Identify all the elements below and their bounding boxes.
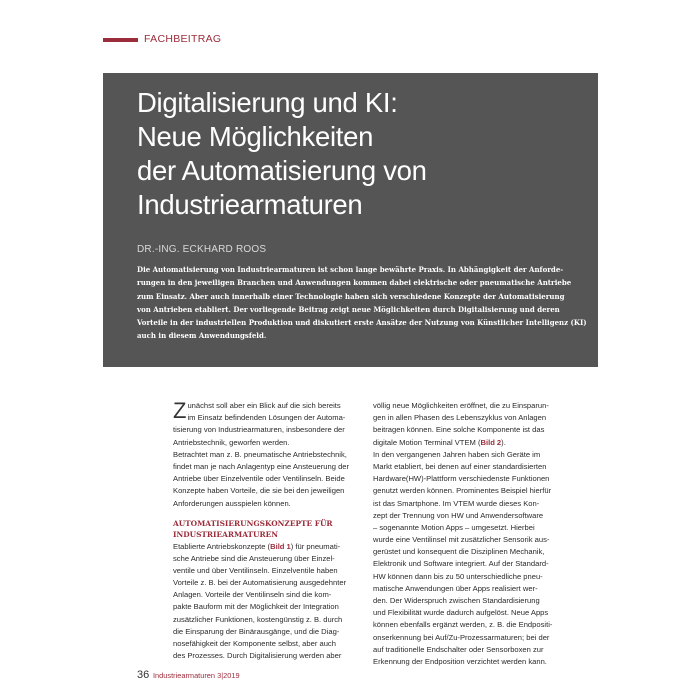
body-line: ist das Smartphone. Im VTEM wurde dieses Kon-: [373, 498, 540, 508]
body-line: HW können dann bis zu 50 unterschiedliche pneu-: [373, 571, 543, 581]
body-line: beitragen können. Eine solche Komponente ist das: [373, 425, 545, 435]
body-line: Anforderungen ausspielen können.: [173, 498, 291, 508]
lead-paragraph: [137, 263, 587, 343]
title-line: Industriearmaturen: [137, 189, 363, 220]
title-line: Neue Möglichkeiten: [137, 121, 374, 152]
lead-line: rungen in den jeweiligen Branchen und Anwendungen kommen dabei elektrische oder pneumatische Antriebe: [137, 278, 572, 288]
author-byline: DR.-ING. ECKHARD ROOS: [137, 244, 267, 255]
body-line: nosefähigkeit der Komponente selbst, aber auch: [173, 639, 336, 648]
body-line: Betrachtet man z. B. pneumatische Antriebstechnik,: [173, 449, 347, 459]
text-run: ) für pneumati-: [290, 541, 341, 551]
body-line: zusätzlicher Funktionen, kostengünstig z. B. durch: [173, 614, 343, 624]
body-line: im Einsatz befindenden Lösungen der Automa-: [187, 413, 346, 423]
text-run: ).: [501, 437, 506, 447]
section-label: FACHBEITRAG: [144, 33, 222, 45]
lead-line: Vorteile in der industriellen Produktion und diskutiert erste Ansätze der Nutzung von Künstlicher Intelligenz (KI): [137, 318, 587, 328]
body-line: Erkennung der Endposition verzichtet werden kann.: [373, 656, 547, 666]
body-line: In den vergangenen Jahren haben sich Geräte im: [373, 449, 541, 459]
body-line: Antriebstechnik, geworfen werden.: [173, 437, 290, 447]
body-line: die Einsparung der Binärausgänge, und die Diag-: [173, 626, 340, 636]
title-line: Digitalisierung und KI:: [137, 87, 398, 118]
body-line: Markt etabliert, bei denen auf einer standardisierten: [373, 461, 547, 471]
body-line: ventile und über Ventilinseln. Einzelventile haben: [173, 565, 338, 575]
title-line: der Automatisierung von: [137, 155, 427, 186]
body-line: auf traditionelle Endschalter oder Sensorboxen zur: [373, 644, 544, 654]
figure-reference: Bild 1: [270, 541, 291, 551]
body-line: pakte Bauform mit der Möglichkeit der Integration: [173, 602, 339, 612]
body-line: Anlagen. Vorteile der Ventilinseln sind die kom-: [173, 590, 332, 600]
body-line: und Flexibilität wurde dadurch aufgelöst. Neue Apps: [373, 608, 549, 618]
body-line: genutzt werden können. Prominentes Beispiel hierfür: [373, 486, 552, 496]
body-line: [173, 541, 363, 553]
body-line: sche Antriebe sind die Ansteuerung über Einzel-: [173, 553, 335, 563]
body-line: Elektronik und Software integriert. Auf der Standard-: [373, 559, 549, 569]
page-number: 36: [137, 669, 150, 681]
section-marker-bar: [103, 38, 138, 42]
body-line: des Prozesses. Durch Digitalisierung werden aber: [173, 651, 342, 661]
lead-line: von Antrieben etabliert. Der vorliegende Beitrag zeigt neue Möglichkeiten durch Digitalisierung und deren: [137, 304, 560, 314]
figure-reference: Bild 2: [480, 437, 502, 447]
body-column-right: [373, 400, 568, 668]
body-line: tisierung von Industriearmaturen, insbesondere der: [173, 425, 345, 435]
body-line: matische Anwendungen über Apps realisiert wer-: [373, 583, 538, 593]
body-line: Konzepte haben Vorteile, die sie bei den jeweiligen: [173, 486, 345, 496]
publication-name: Industriearmaturen 3|2019: [153, 671, 240, 680]
body-column-left: [173, 400, 363, 662]
heading-line: AUTOMATISIERUNGSKONZEPTE FÜR: [173, 518, 333, 528]
text-run: digitale Motion Terminal VTEM (: [373, 437, 481, 447]
lead-line: zum Einsatz. Aber auch innerhalb einer Technologie haben sich verschiedene Konzepte der Automatisierung: [137, 291, 565, 301]
heading-line: INDUSTRIEARMATUREN: [173, 530, 278, 540]
body-line: findet man je nach Anlagentyp eine Ansteuerung der: [173, 461, 350, 471]
body-line: wurde eine Ventilinsel mit zusätzlicher Sensorik aus-: [373, 535, 550, 545]
article-title: [137, 86, 577, 222]
body-line: völlig neue Möglichkeiten eröffnet, die zu Einsparun-: [373, 401, 549, 410]
lead-line: Die Automatisierung von Industriearmaturen ist schon lange bewährte Praxis. In Abhängigkeit der Anforde-: [137, 265, 564, 274]
body-line: den. Der Widerspruch zwischen Standardisierung: [373, 596, 540, 605]
body-line: Hardware(HW)-Plattform verschiedenste Funktionen: [373, 474, 550, 484]
body-line: – sogenannte Motion Apps – umgesetzt. Hierbei: [373, 522, 535, 532]
body-line: können ebenfalls ergänzt werden, z. B. die Endpositi-: [373, 620, 553, 630]
body-line: [373, 437, 568, 449]
dropcap-letter: Z: [173, 398, 187, 423]
body-line: Antriebe über Einzelventile oder Ventilinseln. Beide: [173, 474, 345, 484]
body-line: zept der Trennung von HW und Anwendersoftware: [373, 510, 544, 520]
body-line: onserkennung bei Auf/Zu-Prozessarmaturen; bei der: [373, 632, 550, 642]
body-line: gerüstet und konsequent die Disziplinen Mechanik,: [373, 547, 545, 557]
section-heading: [173, 518, 363, 541]
body-line: gen in allen Phasen des Lebenszyklus von Anlagen: [373, 413, 547, 423]
text-run: Etablierte Antriebskonzepte (: [173, 541, 271, 551]
lead-line: auch in diesem Anwendungsfeld.: [137, 331, 267, 341]
body-line: Vorteile z. B. bei der Automatisierung ausgedehnter: [173, 578, 347, 588]
body-line: unächst soll aber ein Blick auf die sich bereits: [187, 401, 341, 410]
